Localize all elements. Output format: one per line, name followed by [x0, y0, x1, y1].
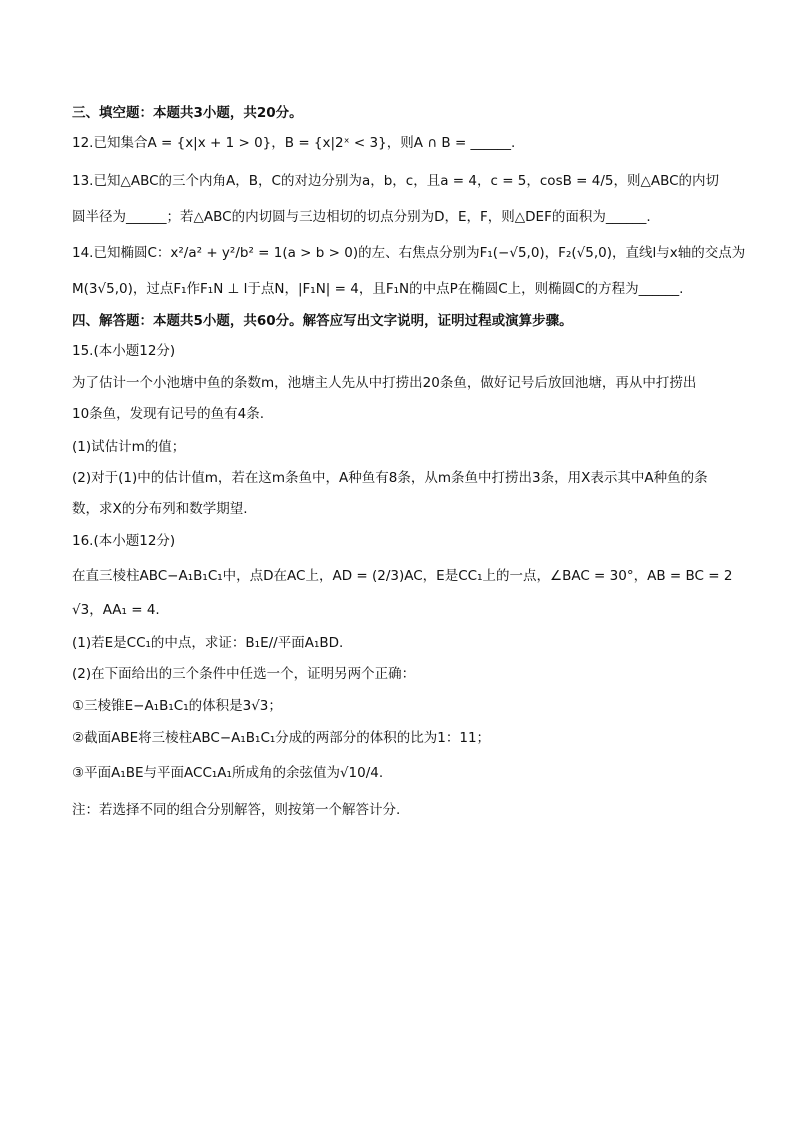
question-12: 12.已知集合A = {x|x + 1 > 0}，B = {x|2ˣ < 3}，则A ∩ B = ______. — [72, 135, 516, 151]
question-14-line-1: 14.已知椭圆C：x²/a² + y²/b² = 1(a > b > 0)的左、右焦点分别为F₁(−√5,0)，F₂(√5,0)，直线l与x轴的交点为 — [72, 245, 746, 261]
question-15-body-line-1: 为了估计一个小池塘中鱼的条数m，池塘主人先从中打捞出20条鱼，做好记号后放回池塘，再从中打捞出 — [72, 375, 697, 391]
section-title-solutions: 四、解答题：本题共5小题，共60分。解答应写出文字说明，证明过程或演算步骤。 — [72, 313, 573, 329]
question-15-body-line-2: 10条鱼，发现有记号的鱼有4条. — [72, 406, 265, 422]
question-13-line-2: 圆半径为______；若△ABC的内切圆与三边相切的切点分别为D，E，F，则△DEF的面积为______. — [72, 209, 651, 225]
question-15-header: 15.(本小题12分) — [72, 343, 176, 359]
question-14-line-2: M(3√5,0)，过点F₁作F₁N ⊥ l于点N，|F₁N| = 4，且F₁N的中点P在椭圆C上，则椭圆C的方程为______. — [72, 281, 684, 297]
question-16-header: 16.(本小题12分) — [72, 533, 176, 549]
section-title-fill-in: 三、填空题：本题共3小题，共20分。 — [72, 105, 303, 121]
question-15-part-1: (1)试估计m的值； — [72, 439, 186, 455]
question-16-body-line-1: 在直三棱柱ABC−A₁B₁C₁中，点D在AC上，AD = (2/3)AC，E是CC₁上的一点，∠BAC = 30°，AB = BC = 2 — [72, 568, 733, 584]
question-13-line-1: 13.已知△ABC的三个内角A，B，C的对边分别为a，b，c，且a = 4，c = 5，cosB = 4/5，则△ABC的内切 — [72, 173, 720, 189]
question-16-condition-2: ②截面ABE将三棱柱ABC−A₁B₁C₁分成的两部分的体积的比为1：11； — [72, 730, 491, 746]
question-16-part-1: (1)若E是CC₁的中点，求证：B₁E//平面A₁BD. — [72, 635, 344, 651]
question-16-note: 注：若选择不同的组合分别解答，则按第一个解答计分. — [72, 802, 401, 818]
question-16-condition-1: ①三棱锥E−A₁B₁C₁的体积是3√3； — [72, 698, 282, 714]
question-15-part-2-line-2: 数，求X的分布列和数学期望. — [72, 501, 248, 517]
question-15-part-2-line-1: (2)对于(1)中的估计值m，若在这m条鱼中，A种鱼有8条，从m条鱼中打捞出3条，用X表示其中A种鱼的条 — [72, 470, 708, 486]
question-16-body-line-2: √3，AA₁ = 4. — [72, 602, 160, 618]
question-16-condition-3: ③平面A₁BE与平面ACC₁A₁所成角的余弦值为√10/4. — [72, 765, 384, 781]
question-16-part-2: (2)在下面给出的三个条件中任选一个，证明另两个正确： — [72, 666, 416, 682]
